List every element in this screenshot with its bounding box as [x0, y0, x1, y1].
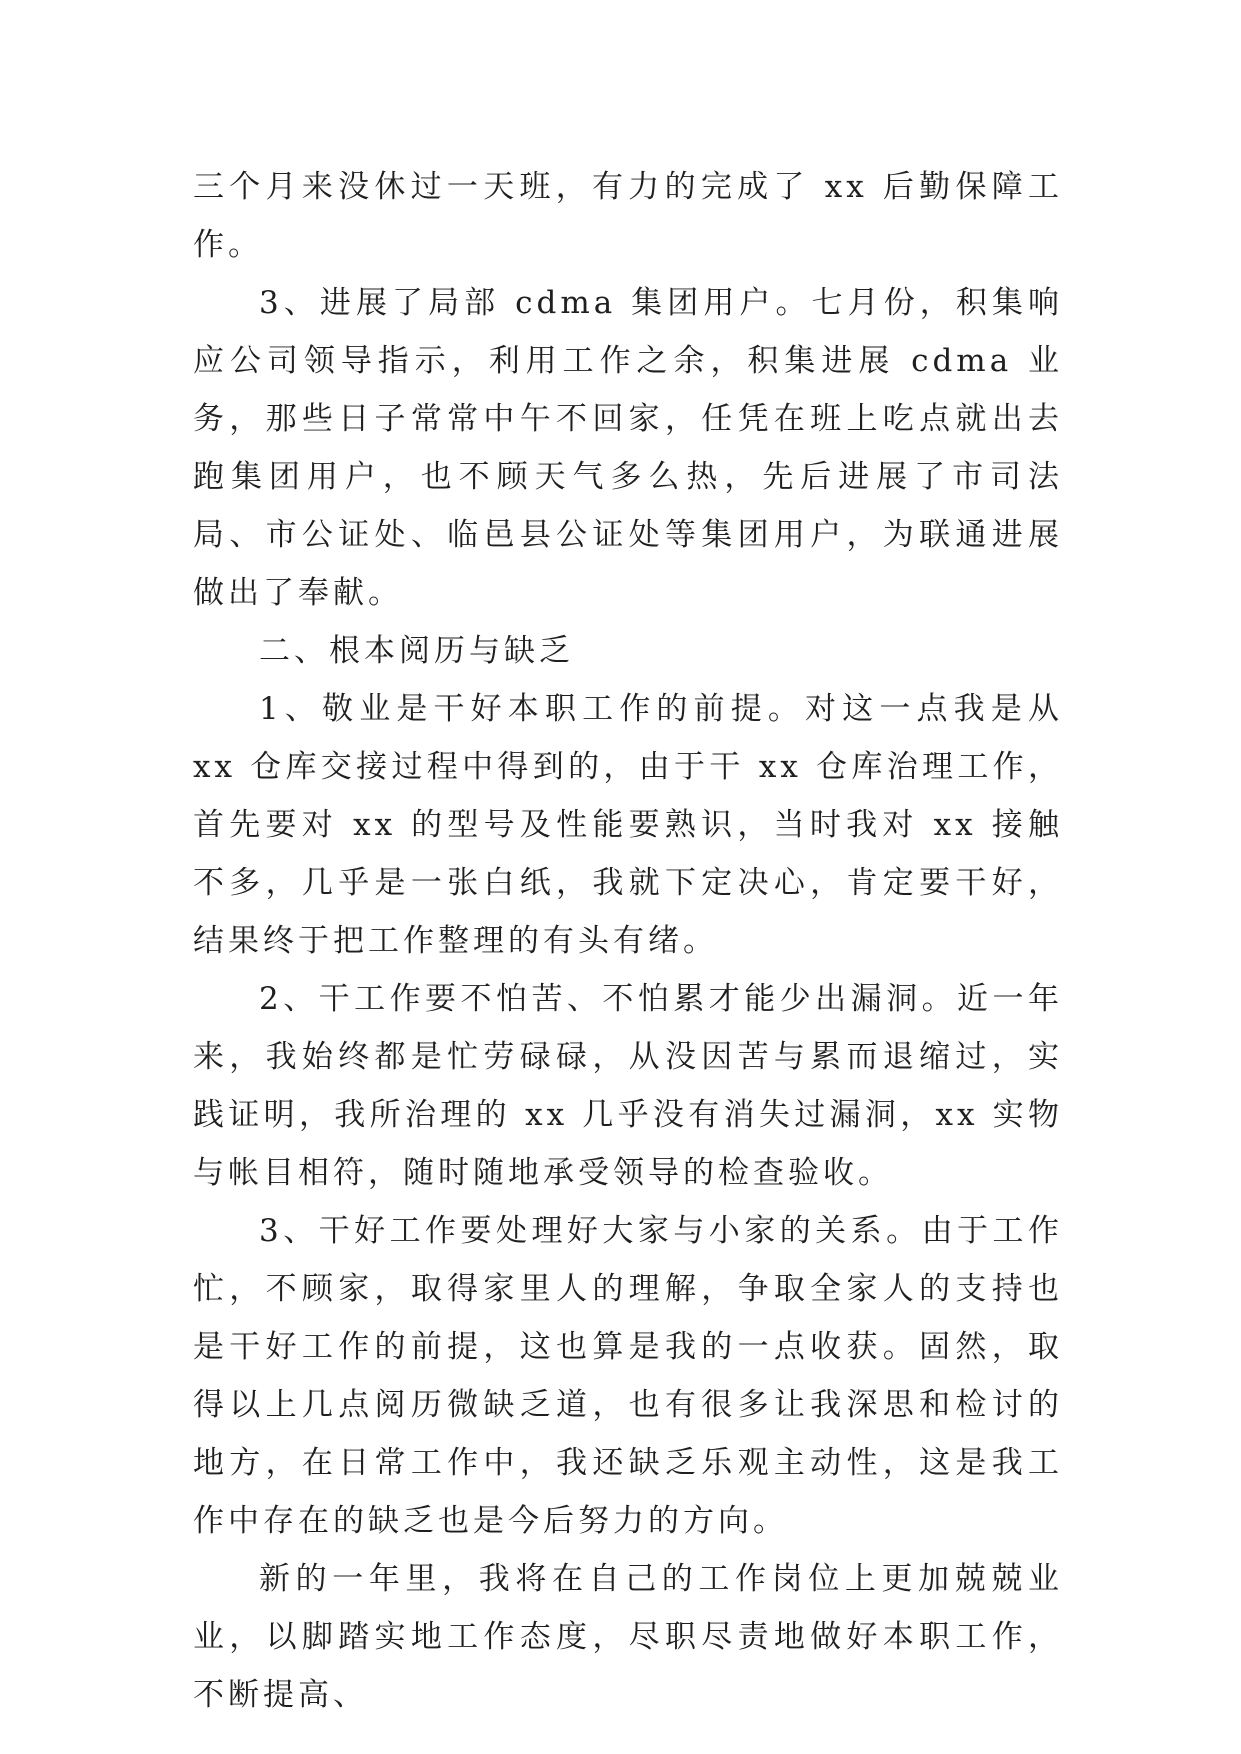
section-heading-experience: 二、根本阅历与缺乏: [259, 633, 574, 669]
paragraph-item-3-cdma: 3、进展了局部 cdma 集团用户。七月份，积集响应公司领导指示，利用工作之余，积集进展 cdma 业务，那些日子常常中午不回家，任凭在班上吃点就出去跑集团用户，也不顾天气多么热，先后进展了市司法局、市公证处、临邑县公证处等集团用户，为联通进展做出了奉献。: [193, 285, 1063, 611]
document-body: [193, 158, 1063, 1724]
paragraph-item-3-family: 3、干好工作要处理好大家与小家的关系。由于工作忙，不顾家，取得家里人的理解，争取全家人的支持也是干好工作的前提，这也算是我的一点收获。固然，取得以上几点阅历微缺乏道，也有很多让我深思和检讨的地方，在日常工作中，我还缺乏乐观主动性，这是我工作中存在的缺乏也是今后努力的方向。: [193, 1213, 1063, 1539]
paragraph-item-2-hardwork: 2、干工作要不怕苦、不怕累才能少出漏洞。近一年来，我始终都是忙劳碌碌，从没因苦与累而退缩过，实践证明，我所治理的 xx 几乎没有消失过漏洞，xx 实物与帐目相符，随时随地承受领导的检查验收。: [193, 981, 1063, 1191]
paragraph-new-year: 新的一年里，我将在自己的工作岗位上更加兢兢业业，以脚踏实地工作态度，尽职尽责地做好本职工作，不断提高、: [193, 1561, 1063, 1713]
paragraph-continuation: 三个月来没休过一天班，有力的完成了 xx 后勤保障工作。: [193, 169, 1063, 263]
paragraph-item-1-dedication: 1、敬业是干好本职工作的前提。对这一点我是从 xx 仓库交接过程中得到的，由于干 xx 仓库治理工作，首先要对 xx 的型号及性能要熟识，当时我对 xx 接触不多，几乎是一张白纸，我就下定决心，肯定要干好，结果终于把工作整理的有头有绪。: [193, 691, 1063, 959]
